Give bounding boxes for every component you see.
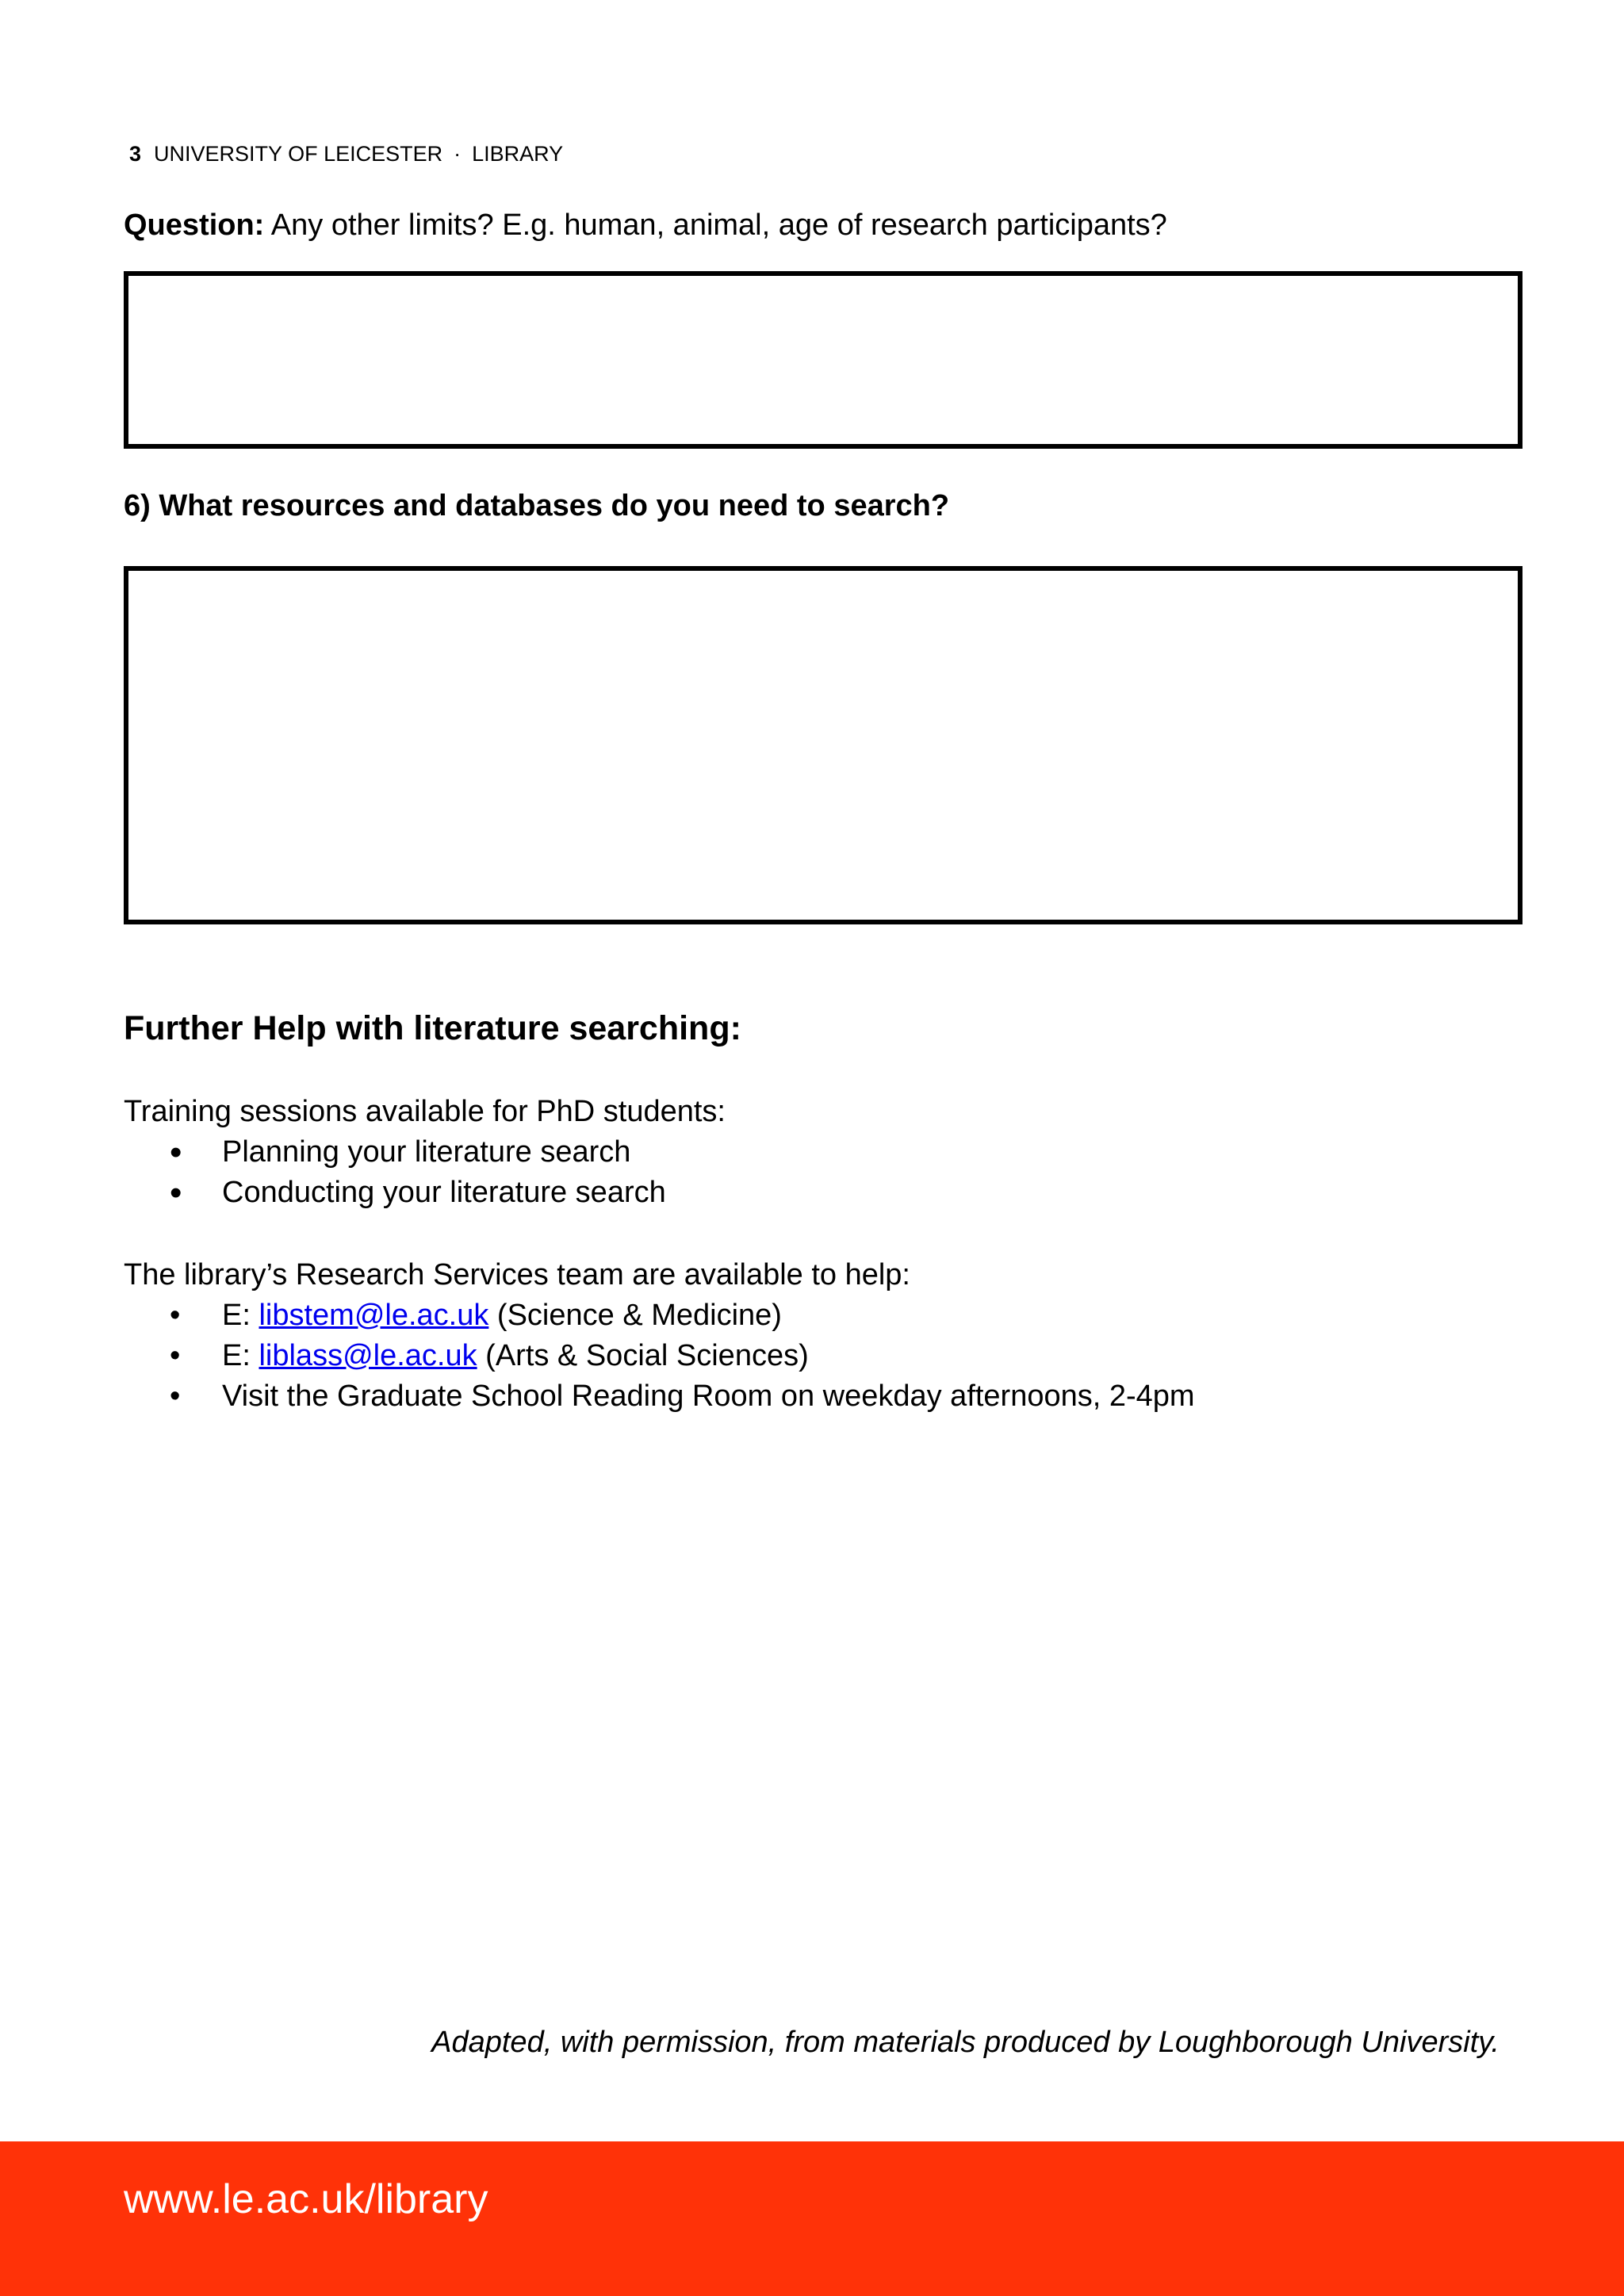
services-intro: The library’s Research Services team are available to help:: [124, 1258, 910, 1292]
services-list: [124, 1295, 1195, 1417]
resources-question-heading: 6) What resources and databases do you need to search?: [124, 489, 950, 522]
training-item-planning: Planning your literature search: [222, 1135, 631, 1169]
header-separator: ·: [454, 142, 462, 166]
footer-band: [0, 2141, 1624, 2296]
reading-room-item: Visit the Graduate School Reading Room on weekday afternoons, 2-4pm: [222, 1380, 1195, 1413]
question-label: Question:: [124, 209, 265, 242]
limits-question: [124, 205, 1167, 246]
bullet-icon: •: [170, 1380, 181, 1413]
email-suffix: (Arts & Social Sciences): [477, 1339, 809, 1372]
training-list: [124, 1132, 666, 1213]
bullet-icon: •: [170, 1339, 181, 1372]
liblass-email-link[interactable]: liblass@le.ac.uk: [259, 1339, 477, 1372]
list-item: [124, 1132, 666, 1173]
page-header: [129, 140, 563, 168]
further-help-heading: Further Help with literature searching:: [124, 1009, 741, 1047]
email-suffix: (Science & Medicine): [488, 1299, 782, 1332]
credit-note: Adapted, with permission, from materials produced by Loughborough University.: [431, 2026, 1500, 2059]
libstem-email-link[interactable]: libstem@le.ac.uk: [259, 1299, 489, 1332]
header-dept: LIBRARY: [472, 142, 564, 166]
email-prefix: E:: [222, 1299, 259, 1332]
list-item: [124, 1295, 1195, 1336]
training-intro: Training sessions available for PhD students:: [124, 1095, 726, 1128]
list-item: [124, 1173, 666, 1213]
header-org: UNIVERSITY OF LEICESTER: [154, 142, 443, 166]
bullet-icon: •: [170, 1133, 182, 1172]
list-item: [124, 1376, 1195, 1417]
email-prefix: E:: [222, 1339, 259, 1372]
list-item: [124, 1336, 1195, 1376]
question-text: Any other limits? E.g. human, animal, age of research participants?: [264, 209, 1167, 242]
bullet-icon: •: [170, 1299, 181, 1332]
limits-answer-box[interactable]: [124, 271, 1522, 449]
page-number: 3: [129, 142, 142, 166]
training-item-conducting: Conducting your literature search: [222, 1176, 666, 1209]
footer-url: www.le.ac.uk/library: [124, 2176, 488, 2222]
resources-answer-box[interactable]: [124, 566, 1522, 924]
bullet-icon: •: [170, 1173, 182, 1212]
